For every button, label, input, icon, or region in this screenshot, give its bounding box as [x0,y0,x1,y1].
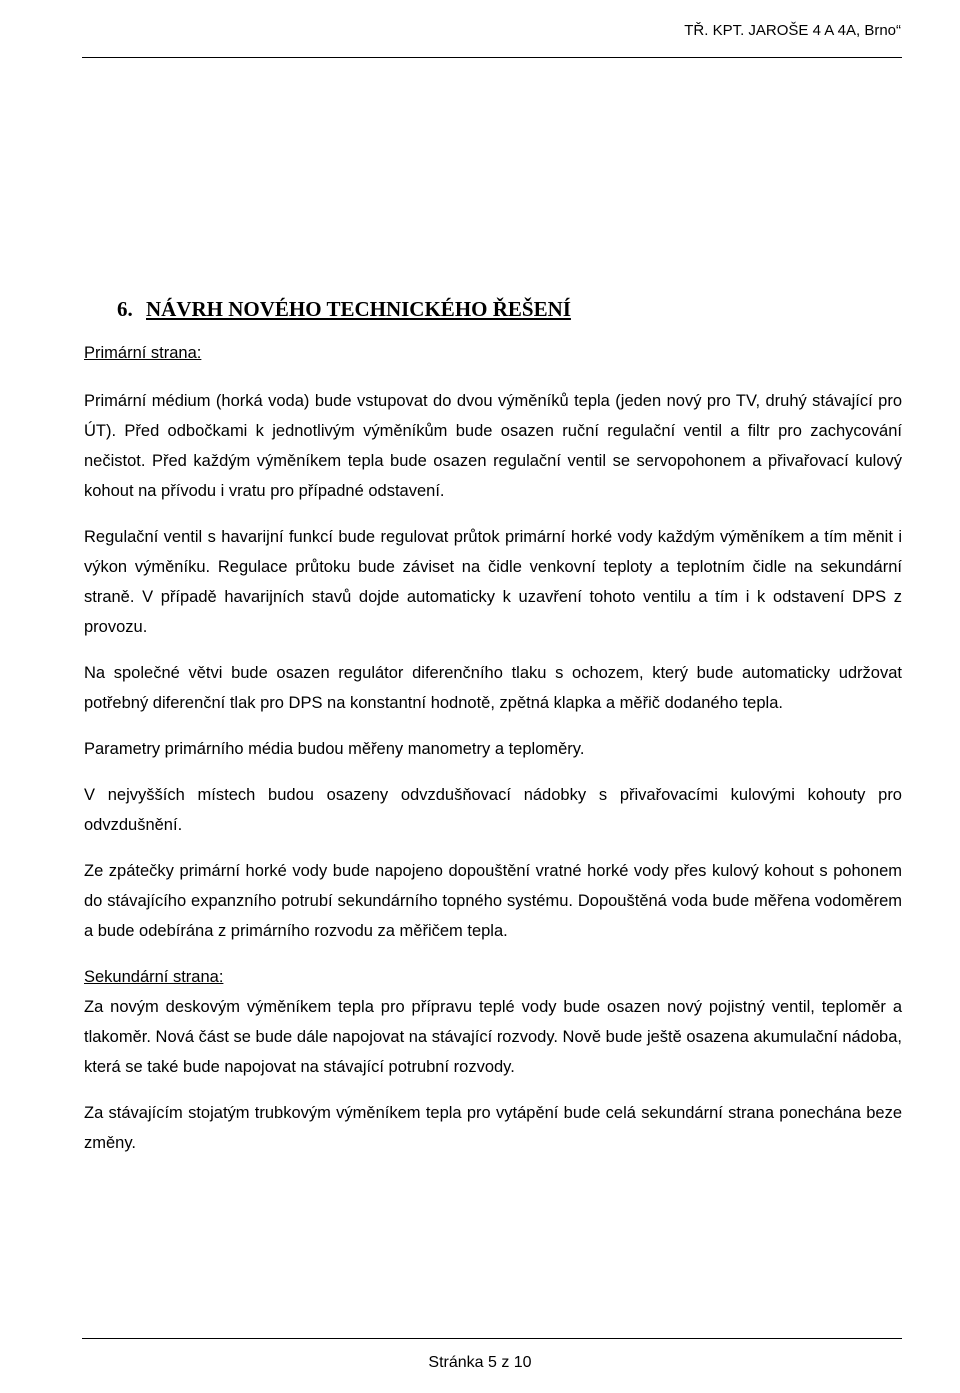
paragraph: Za stávajícím stojatým trubkovým výměníkem tepla pro vytápění bude celá sekundární strana ponechána beze změny. [84,1104,902,1152]
section-number: 6. [117,297,133,321]
section-heading [84,294,902,324]
primary-side-heading: Primární strana: [84,344,202,362]
page-header: TŘ. KPT. JAROŠE 4 A 4A, Brno“ [684,22,901,39]
paragraph: Parametry primárního média budou měřeny manometry a teploměry. [84,740,585,758]
paragraph: V nejvyšších místech budou osazeny odvzdušňovací nádobky s přivařovacími kulovými kohouty pro odvzdušnění. [84,786,902,834]
page-number: Stránka 5 z 10 [428,1354,532,1371]
document-body [84,294,902,1174]
paragraph: Za novým deskovým výměníkem tepla pro přípravu teplé vody bude osazen nový pojistný ventil, teploměr a tlakoměr. Nová část se bude dále napojovat na stávající rozvody. Nově bude ještě osazena akumulační nádoba, která se také bude napojovat na stávající potrubní rozvody. [84,998,902,1076]
section-title: NÁVRH NOVÉHO TECHNICKÉHO ŘEŠENÍ [146,297,571,321]
paragraph: Primární médium (horká voda) bude vstupovat do dvou výměníků tepla (jeden nový pro TV, druhý stávající pro ÚT). Před odbočkami k jednotlivým výměníkům bude osazen ruční regulační ventil a filtr pro zachycování nečistot. Před každým výměníkem tepla bude osazen regulační ventil se servopohonem a přivařovací kulový kohout na přívodu i vratu pro případné odstavení. [84,392,902,500]
header-divider [82,57,902,58]
paragraph: Na společné větvi bude osazen regulátor diferenčního tlaku s ochozem, který bude automaticky udržovat potřebný diferenční tlak pro DPS na konstantní hodnotě, zpětná klapka a měřič dodaného tepla. [84,664,902,712]
footer-divider [82,1338,902,1339]
secondary-side-heading: Sekundární strana: [84,968,224,986]
paragraph: Ze zpátečky primární horké vody bude napojeno dopouštění vratné horké vody přes kulový kohout s pohonem do stávajícího expanzního potrubí sekundárního topného systému. Dopouštěná voda bude měřena vodoměrem a bude odebírána z primárního rozvodu za měřičem tepla. [84,862,902,940]
paragraph: Regulační ventil s havarijní funkcí bude regulovat průtok primární horké vody každým výměníkem a tím měnit i výkon výměníku. Regulace průtoku bude záviset na čidle venkovní teploty a teplotním čidle na sekundární straně. V případě havarijních stavů dojde automaticky k uzavření tohoto ventilu a tím i k odstavení DPS z provozu. [84,528,902,636]
